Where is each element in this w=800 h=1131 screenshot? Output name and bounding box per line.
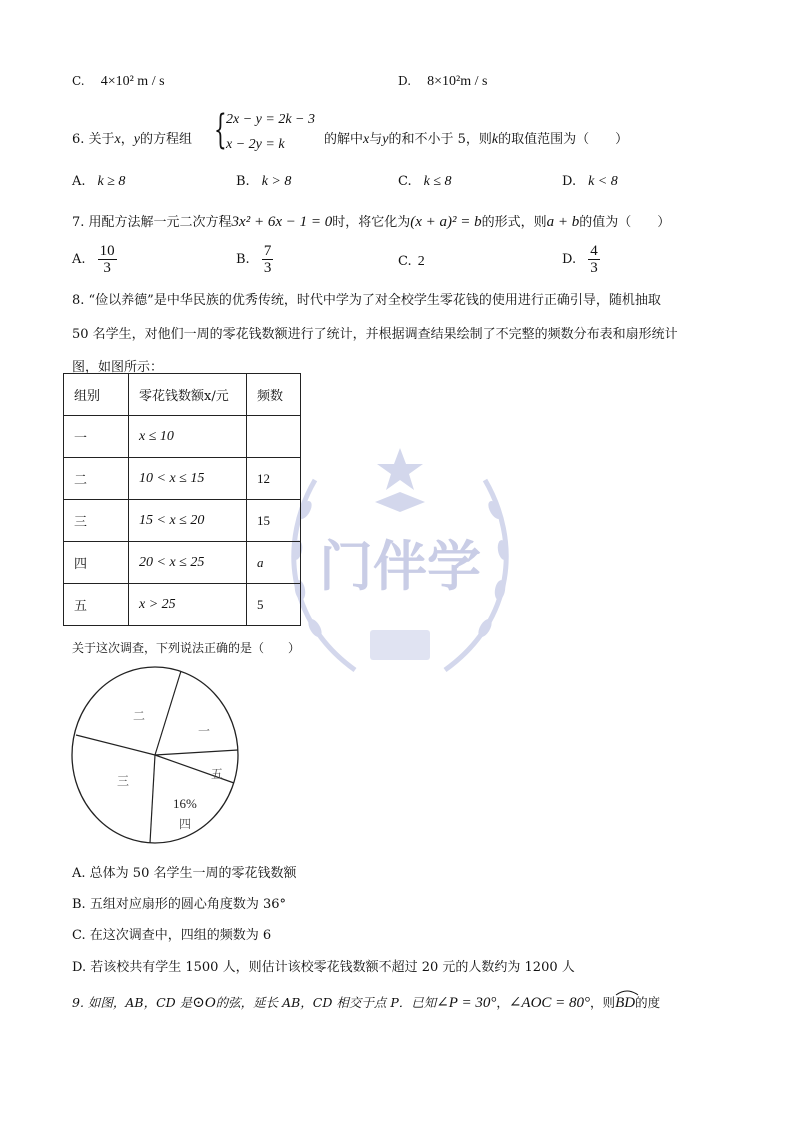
q9-text1: 9. 如图，AB，CD 是 (72, 995, 193, 1010)
q7-option-a (72, 243, 117, 276)
q8-option-a-label: A. (72, 866, 86, 881)
pie-label-si: 四 (179, 817, 192, 831)
q9-arc (615, 992, 635, 1012)
q7-option-d-label: D. (562, 252, 577, 267)
q7-option-b (236, 243, 273, 276)
q8-option-d (72, 956, 575, 975)
q6-option-a-label: A. (72, 174, 86, 189)
q6-option-c-value: k ≤ 8 (423, 174, 452, 189)
q7-option-d-fraction (588, 243, 600, 276)
table-row (64, 584, 301, 626)
pie-label-si-percent: 16% (173, 796, 197, 811)
q9-text3: ，则 (590, 995, 616, 1010)
q5-option-c-value: 4×10² m / s (100, 74, 165, 89)
q7-form: (x + a)² = b (410, 214, 482, 230)
q7-stem (72, 211, 670, 231)
q9-sep: ， (496, 995, 509, 1010)
table-row (64, 458, 301, 500)
q8-option-b-label: B. (72, 897, 86, 912)
q6-option-d-value: k < 8 (588, 174, 618, 189)
table-cell: 五 (64, 584, 129, 626)
q6-prefix: 6. 关于 (72, 132, 115, 147)
q9-arc-label: BD (615, 995, 636, 1011)
q7-option-c-value: 2 (417, 254, 425, 269)
q7-expr: a + b (546, 214, 580, 230)
q7-mid: 时，将它化为 (332, 215, 411, 230)
q5-option-c (72, 74, 165, 90)
table-cell: 12 (247, 458, 301, 500)
table-cell: a (247, 542, 301, 584)
q6-tail-k: k (491, 132, 499, 147)
table-row (64, 542, 301, 584)
q6-stem-start (72, 128, 192, 148)
table-row (64, 416, 301, 458)
q9-circle: ⊙O (192, 995, 216, 1011)
table-cell: 一 (64, 416, 129, 458)
q7-option-b-label: B. (236, 252, 250, 267)
q7-option-a-label: A. (72, 252, 86, 267)
q7-option-b-denominator: 3 (263, 260, 272, 276)
pie-label-san: 三 (117, 774, 130, 788)
q8-option-a (72, 862, 296, 881)
q8-option-a-text: 总体为 50 名学生一周的零花钱数额 (89, 866, 297, 881)
q6-option-b-value: k > 8 (261, 174, 292, 189)
q9-stem (72, 992, 660, 1012)
table-cell: 四 (64, 542, 129, 584)
q7-option-d-denominator: 3 (590, 260, 598, 276)
q8-stem-line-2: 50 名学生，对他们一周的零花钱数额进行了统计，并根据调查结果绘制了不完整的频数分布表和扇形统计 (72, 327, 678, 342)
q6-tail-x: x (363, 132, 370, 147)
table-row (64, 500, 301, 542)
q7-option-c (398, 254, 425, 270)
watermark-logo (275, 440, 525, 690)
q7-option-a-fraction (98, 243, 117, 276)
q6-tail2: 与 (369, 132, 383, 147)
table-cell: x > 25 (129, 584, 247, 626)
q8-option-b-text: 五组对应扇形的圆心角度数为 36° (89, 897, 287, 912)
q8-question: 关于这次调查，下列说法正确的是（ ） (72, 641, 301, 655)
table-cell: 二 (64, 458, 129, 500)
q8-stem-line-3: 图，如图所示： (72, 360, 164, 375)
q6-option-b (236, 174, 291, 190)
frequency-table (63, 373, 301, 626)
q7-prefix: 7. 用配方法解一元二次方程 (72, 215, 232, 230)
pie-divider (150, 755, 155, 843)
q8-option-d-label: D. (72, 960, 87, 975)
q7-mid2: 的形式，则 (481, 215, 547, 230)
q6-option-a (72, 174, 125, 190)
table-cell: 10 < x ≤ 15 (129, 458, 247, 500)
table-cell: 15 < x ≤ 20 (129, 500, 247, 542)
pie-chart (70, 665, 245, 845)
table-cell: x ≤ 10 (129, 416, 247, 458)
q9-angle-p: ∠P = 30° (436, 995, 497, 1011)
q8-option-c-text: 在这次调查中，四组的频数为 6 (89, 928, 272, 943)
q6-tail3: 的和不小于 5，则 (388, 132, 492, 147)
q8-option-c-label: C. (72, 928, 86, 943)
q9-text4: 的度 (635, 995, 661, 1010)
table-cell: 15 (247, 500, 301, 542)
table-header-cell: 频数 (247, 374, 301, 416)
q6-option-b-label: B. (236, 174, 250, 189)
q5-option-d (398, 74, 487, 90)
pie-divider (155, 671, 181, 755)
q7-option-a-denominator: 3 (103, 260, 111, 276)
q7-option-c-label: C. (398, 254, 412, 269)
q5-option-c-label: C. (72, 74, 85, 88)
q8-option-b (72, 893, 286, 912)
q6-stem-end (324, 128, 628, 148)
q8-option-c (72, 924, 271, 943)
pie-divider (155, 750, 238, 755)
q6-mid: 的方程组 (140, 132, 193, 147)
q6-option-a-value: k ≥ 8 (97, 174, 126, 189)
q9-angle-aoc: ∠AOC = 80° (508, 995, 591, 1011)
pie-label-er: 二 (133, 709, 146, 723)
q7-option-d-numerator: 4 (590, 243, 598, 259)
q5-option-d-label: D. (398, 74, 412, 88)
q6-tail4: 的取值范围为（ ） (498, 132, 629, 147)
q6-tail1: 的解中 (324, 132, 364, 147)
q6-option-c (398, 174, 452, 190)
q7-equation: 3x² + 6x − 1 = 0 (231, 214, 333, 230)
q6-option-d (562, 174, 618, 190)
table-cell: 三 (64, 500, 129, 542)
pie-label-yi: 一 (198, 724, 211, 738)
q7-option-b-fraction (262, 243, 274, 276)
table-header-row (64, 374, 301, 416)
q6-var-y: y (133, 132, 140, 147)
q8-stem-line-1: 8. “俭以养德”是中华民族的优秀传统，时代中学为了对全校学生零花钱的使用进行正确引导，随机抽取 (72, 293, 661, 308)
q6-var-x: x (114, 132, 121, 147)
q6-equation-1: 2x − y = 2k − 3 (226, 112, 315, 127)
q7-option-d (562, 243, 600, 276)
q8-option-d-text: 若该校共有学生 1500 人，则估计该校零花钱数额不超过 20 元的人数约为 1200 人 (90, 960, 575, 975)
table-header-cell: 组别 (64, 374, 129, 416)
q5-option-d-value: 8×10²m / s (427, 74, 488, 89)
q6-comma: ， (120, 132, 134, 147)
table-header-cell: 零花钱数额x/元 (129, 374, 247, 416)
q6-equation-2: x − 2y = k (226, 137, 285, 152)
q6-system-brace: { (214, 107, 227, 153)
table-cell: 20 < x ≤ 25 (129, 542, 247, 584)
q6-option-c-label: C. (398, 174, 412, 189)
q7-tail: 的值为（ ） (579, 215, 671, 230)
q7-option-b-numerator: 7 (263, 243, 272, 259)
arc-icon (615, 989, 639, 996)
q6-tail-y: y (382, 132, 389, 147)
table-cell: 5 (247, 584, 301, 626)
watermark-text: 门伴学 (319, 535, 481, 598)
pie-label-wu: 五 (211, 767, 224, 781)
q6-option-d-label: D. (562, 174, 577, 189)
pie-divider (76, 735, 155, 755)
q7-option-a-numerator: 10 (99, 243, 115, 259)
q9-text2: 的弦，延长 AB，CD 相交于点 P．已知 (215, 995, 437, 1010)
table-cell (247, 416, 301, 458)
